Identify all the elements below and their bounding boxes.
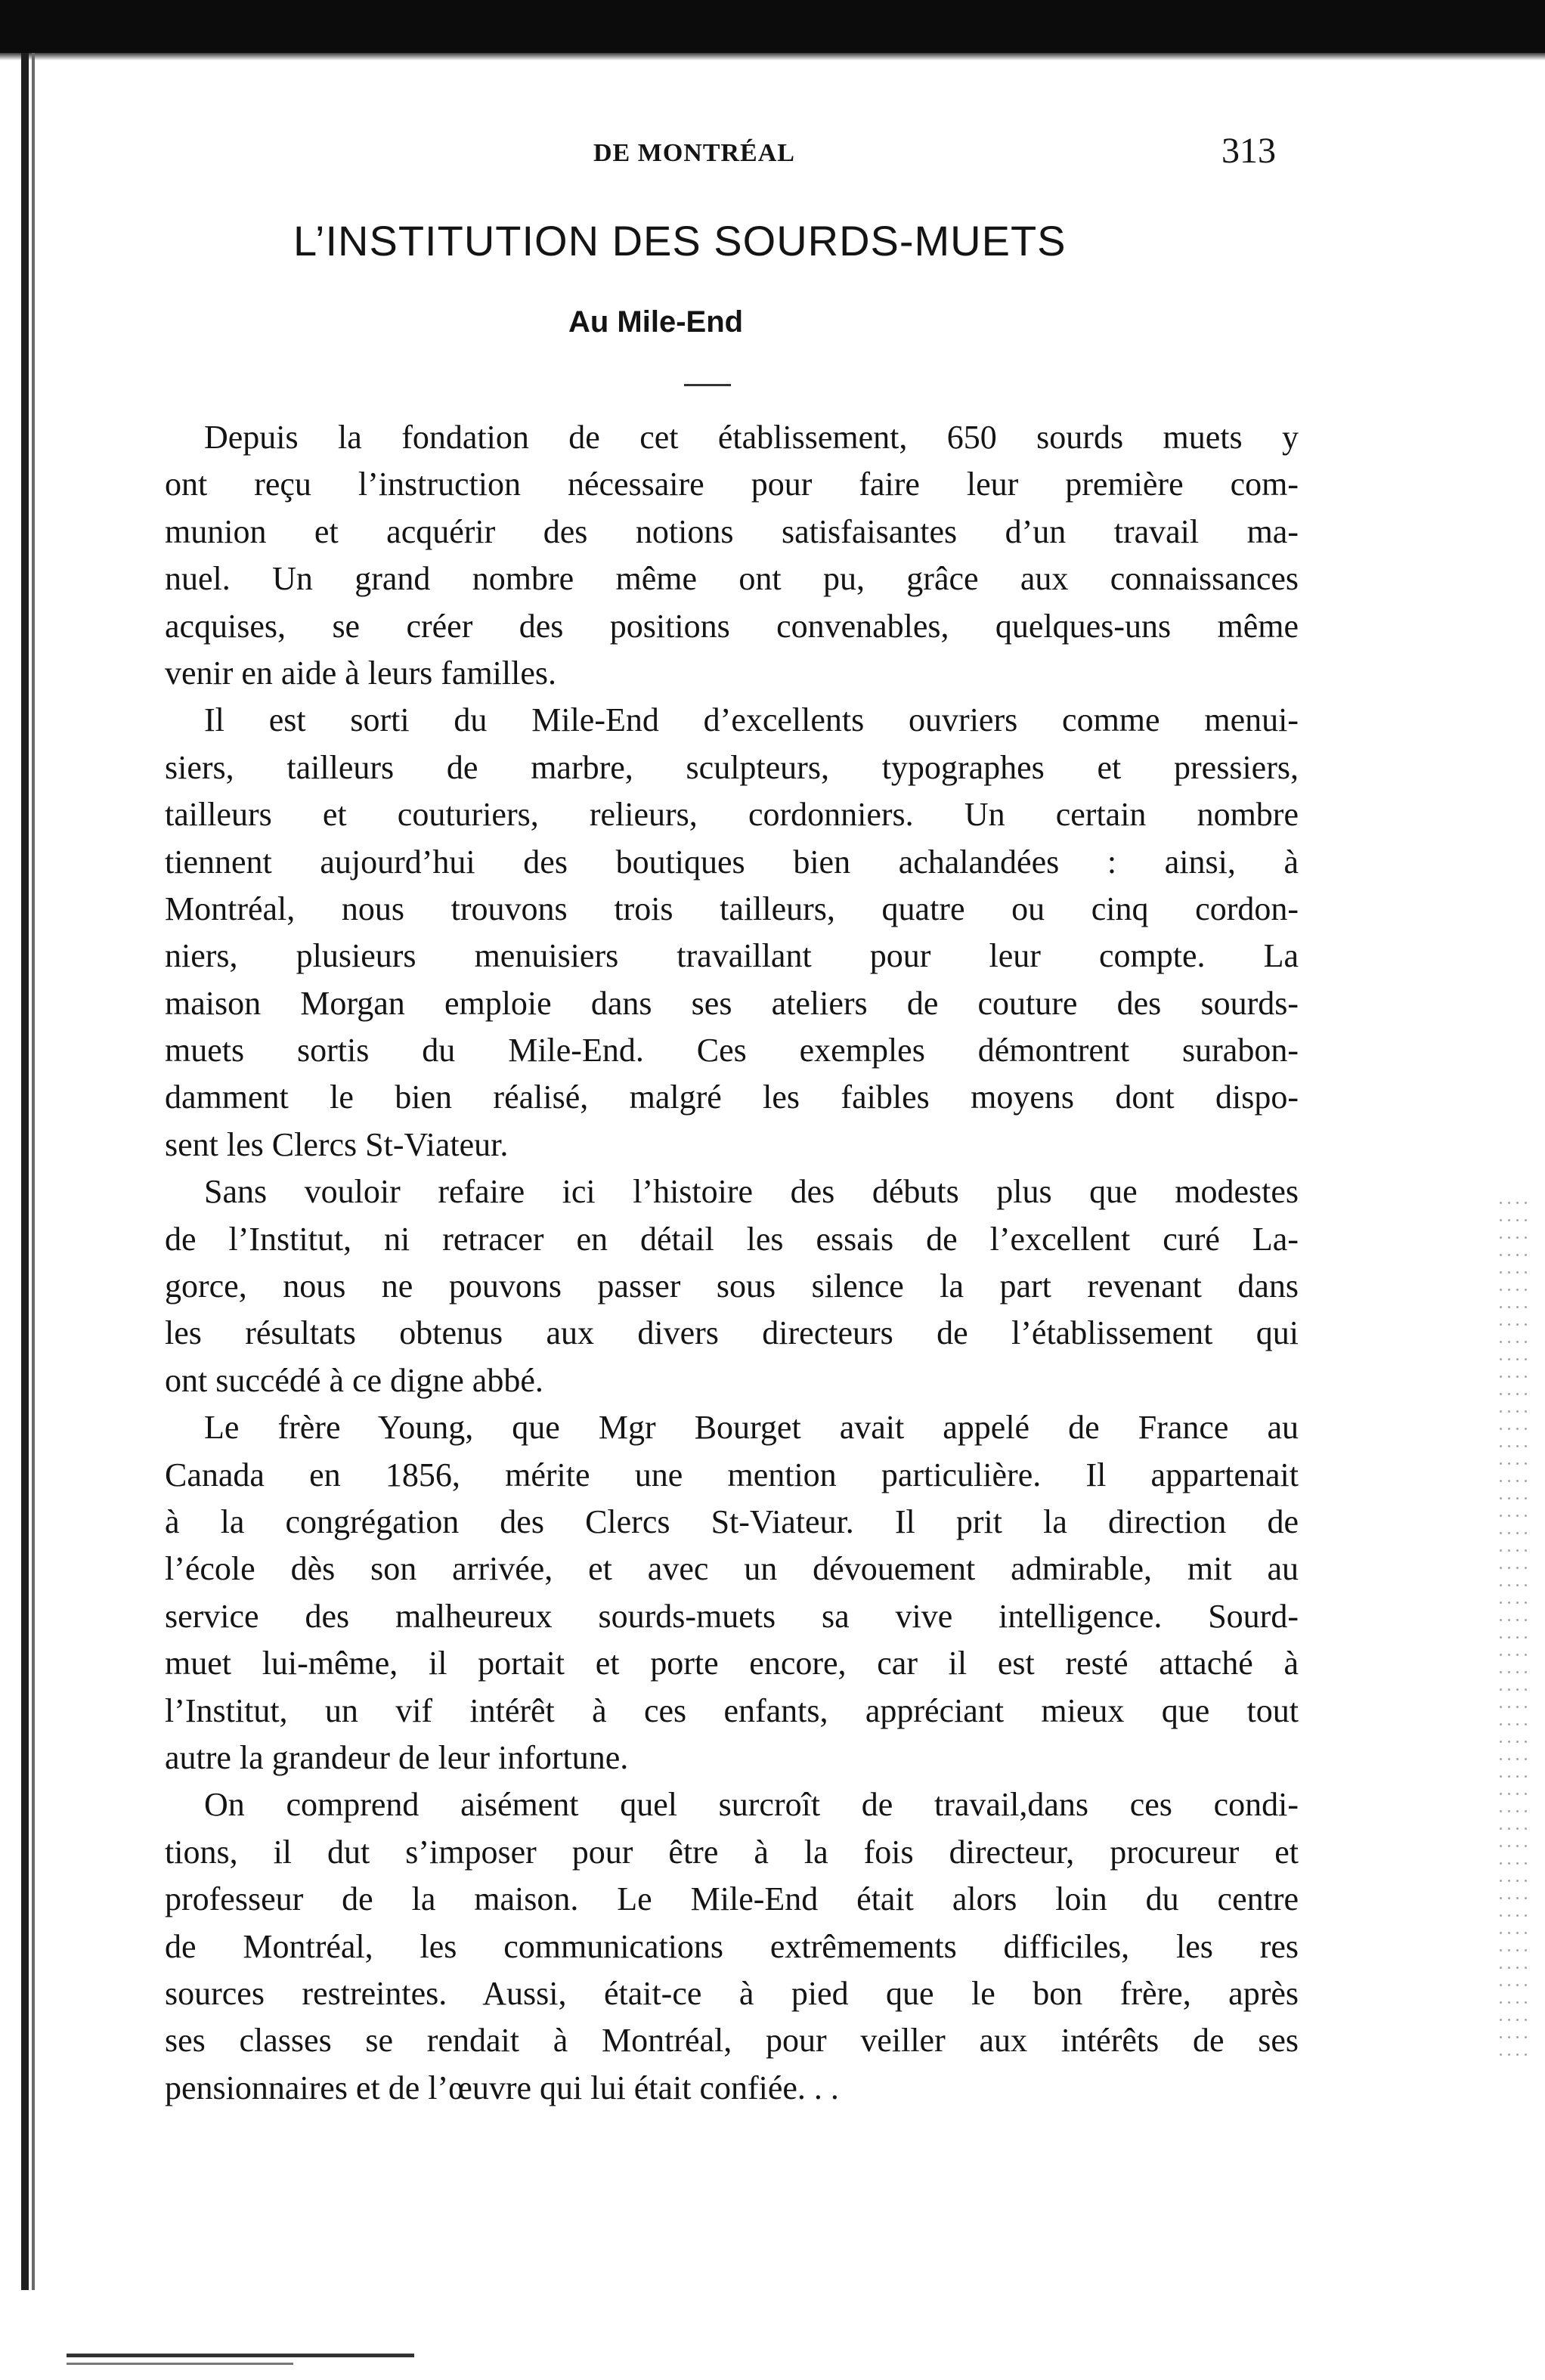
scan-top-border <box>0 0 1545 53</box>
text-line: l’Institut, un vif intérêt à ces enfants, appréciant mieux que tout <box>165 1691 1299 1729</box>
page-number: 313 <box>1221 131 1276 171</box>
text-line: à la congrégation des Clercs St-Viateur. Il prit la direction de <box>165 1503 1299 1540</box>
text-line: sent les Clercs St-Viateur. <box>165 1125 509 1163</box>
text-line: muets sortis du Mile-End. Ces exemples démontrent surabon- <box>165 1032 1299 1069</box>
text-line: autre la grandeur de leur infortune. <box>165 1738 629 1776</box>
text-line: tailleurs et couturiers, relieurs, cordonniers. Un certain nombre <box>165 796 1299 834</box>
text-line: ses classes se rendait à Montréal, pour veiller aux intérêts de ses <box>165 2022 1299 2060</box>
text-line: venir en aide à leurs familles. <box>165 654 557 692</box>
text-line: nuel. Un grand nombre même ont pu, grâce aux connaissances <box>165 560 1299 598</box>
text-line: ont reçu l’instruction nécessaire pour faire leur première com- <box>165 466 1299 503</box>
text-line: Sans vouloir refaire ici l’histoire des débuts plus que modestes <box>204 1173 1299 1211</box>
text-line: l’école dès son arrivée, et avec un dévouement admirable, mit au <box>165 1550 1299 1588</box>
text-line: de l’Institut, ni retracer en détail les essais de l’excellent curé La- <box>165 1220 1299 1258</box>
text-line: niers, plusieurs menuisiers travaillant pour leur compte. La <box>165 937 1299 975</box>
text-line: Montréal, nous trouvons trois tailleurs, quatre ou cinq cordon- <box>165 890 1299 927</box>
article-title: L’INSTITUTION DES SOURDS-MUETS <box>293 217 1067 265</box>
text-line: professeur de la maison. Le Mile-End était alors loin du centre <box>165 1880 1299 1918</box>
text-line: muet lui-même, il portait et porte encore, car il est resté attaché à <box>165 1645 1299 1682</box>
paragraph <box>165 1404 1299 1781</box>
text-line: de Montréal, les communications extrêmements difficiles, les res <box>165 1927 1299 1965</box>
paragraph <box>165 697 1299 1168</box>
scan-left-border-inner <box>32 53 35 2290</box>
paragraph <box>165 1168 1299 1404</box>
text-line: On comprend aisément quel surcroît de travail,dans ces condi- <box>204 1786 1299 1824</box>
article-body <box>165 414 1299 2112</box>
text-line: sources restreintes. Aussi, était-ce à pied que le bon frère, après <box>165 1974 1299 2012</box>
text-line: les résultats obtenus aux divers directeurs de l’établissement qui <box>165 1314 1299 1352</box>
scan-bottom-mark <box>67 2354 414 2357</box>
scan-bottom-mark-faint <box>67 2363 293 2365</box>
title-separator-rule <box>684 384 731 386</box>
text-line: service des malheureux sourds-muets sa vive intelligence. Sourd- <box>165 1597 1299 1635</box>
running-head: DE MONTRÉAL <box>593 139 795 167</box>
text-line: siers, tailleurs de marbre, sculpteurs, typographes et pressiers, <box>165 748 1299 786</box>
text-line: Depuis la fondation de cet établissement, 650 sourds muets y <box>204 419 1299 456</box>
paragraph <box>165 1781 1299 2112</box>
text-line: tions, il dut s’imposer pour être à la fois directeur, procureur et <box>165 1833 1299 1871</box>
text-line: maison Morgan emploie dans ses ateliers de couture des sourds- <box>165 984 1299 1022</box>
text-line: gorce, nous ne pouvons passer sous silence la part revenant dans <box>165 1267 1299 1305</box>
paragraph <box>165 414 1299 697</box>
text-line: damment le bien réalisé, malgré les faibles moyens dont dispo- <box>165 1079 1299 1116</box>
text-line: Canada en 1856, mérite une mention particulière. Il appartenait <box>165 1456 1299 1493</box>
scan-left-border <box>21 53 29 2290</box>
text-line: munion et acquérir des notions satisfaisantes d’un travail ma- <box>165 512 1299 550</box>
scan-right-speckles <box>1497 1194 1527 2071</box>
text-line: Le frère Young, que Mgr Bourget avait appelé de France au <box>204 1409 1299 1447</box>
text-line: tiennent aujourd’hui des boutiques bien achalandées : ainsi, à <box>165 843 1299 881</box>
text-line: acquises, se créer des positions convenables, quelques-uns même <box>165 607 1299 645</box>
scan-top-shadow <box>0 53 1545 60</box>
text-line: pensionnaires et de l’œuvre qui lui était confiée. . . <box>165 2069 839 2106</box>
text-line: Il est sorti du Mile-End d’excellents ouvriers comme menui- <box>204 701 1299 739</box>
text-line: ont succédé à ce digne abbé. <box>165 1361 543 1399</box>
article-subtitle: Au Mile-End <box>568 305 744 339</box>
